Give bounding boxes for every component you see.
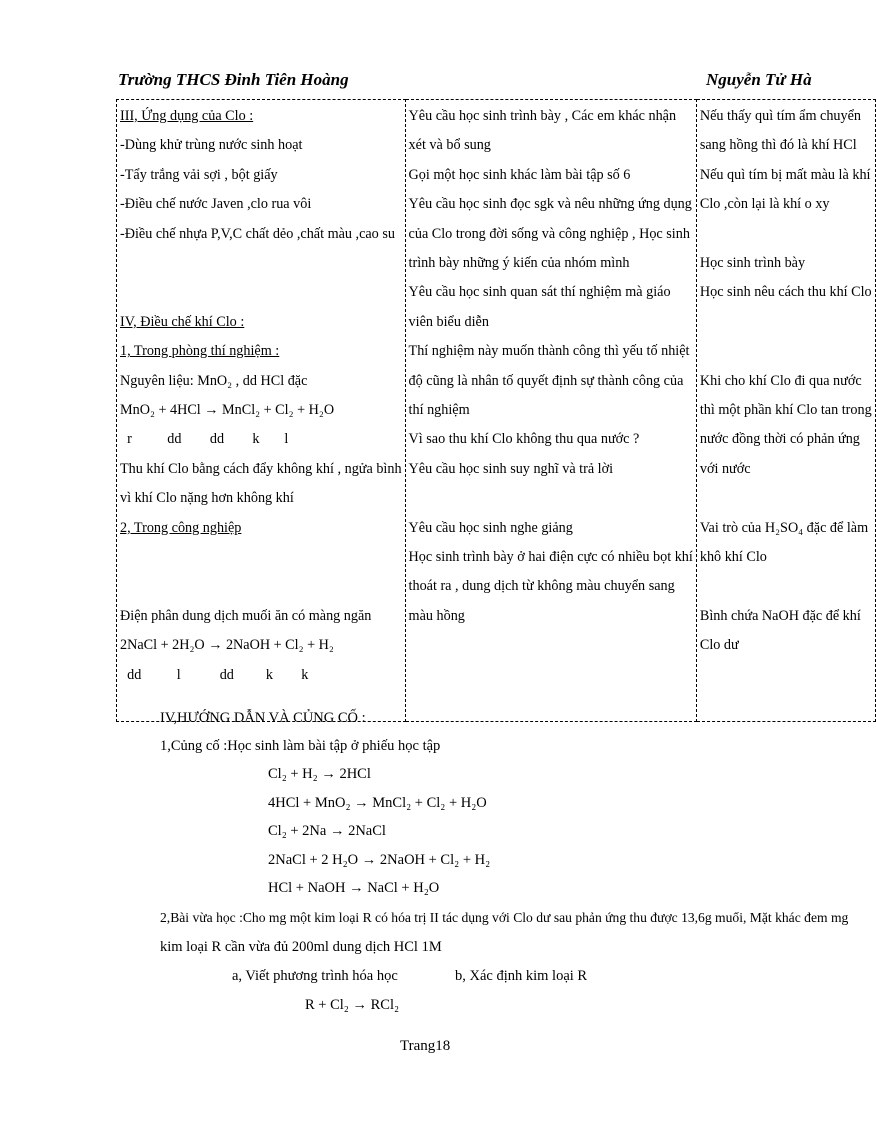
cell-line: vì khí Clo nặng hơn không khí xyxy=(120,490,294,507)
task-b: b, Xác định kim loại R xyxy=(455,968,588,984)
cell-line: Nguyên liệu: MnO₂ , dd HCl đặc xyxy=(120,372,308,389)
cell-line: -Dùng khử trùng nước sinh hoạt xyxy=(120,137,303,154)
cell-line xyxy=(120,102,402,131)
underlined-heading: IV, Điều chế khí Clo : xyxy=(120,313,245,330)
homework-text-2: kim loại R cần vừa đủ 200ml dung dịch HCl 1M xyxy=(160,939,442,955)
underlined-heading: 2, Trong công nghiệp xyxy=(120,519,242,536)
cell-line: Nếu quì tím bị mất màu là khí xyxy=(699,166,871,183)
cell-line: -Điều chế nhựa P,V,C chất dẻo ,chất màu ,cao su xyxy=(120,225,395,242)
cell-line: dd l dd k k xyxy=(120,666,309,683)
cell-line: sang hồng thì đó là khí HCl xyxy=(699,137,857,154)
cell-line xyxy=(120,278,402,307)
cell-line xyxy=(700,690,872,719)
page-number: Trang18 xyxy=(400,1038,451,1054)
homework-text: 2,Bài vừa học :Cho mg một kim loại R có hóa trị II tác dụng với Clo dư sau phản ứng thu được 13,6g muối, Mặt khác đem mg xyxy=(160,910,849,925)
cell-line: viên biểu diễn xyxy=(408,313,489,330)
cell-line: Khi cho khí Clo đi qua nước xyxy=(699,372,862,389)
cell-line: Học sinh nêu cách thu khí Clo xyxy=(699,284,872,301)
cell-line: Clo dư xyxy=(699,637,739,654)
equation: 4HCl + MnO₂ → MnCl₂ + Cl₂ + H₂O xyxy=(268,795,487,811)
cell-line xyxy=(120,308,402,337)
cell-line: thì một phần khí Clo tan trong xyxy=(699,402,872,419)
cell-line: Vì sao thu khí Clo không thu qua nước ? xyxy=(408,431,640,448)
cell-line: Thu khí Clo bằng cách đẩy không khí , ngửa bình xyxy=(120,460,402,477)
cell-line: màu hồng xyxy=(408,607,465,624)
cell-line: 2NaCl + 2H₂O → 2NaOH + Cl₂ + H₂ xyxy=(120,637,334,654)
underlined-heading: 1, Trong phòng thí nghiệm : xyxy=(120,343,280,360)
student-activity-column xyxy=(696,100,875,722)
cell-line xyxy=(700,572,872,601)
cell-line xyxy=(700,484,872,513)
cell-line xyxy=(120,514,402,543)
cell-line: Vai trò của H₂SO₄ đặc để làm xyxy=(699,519,869,536)
cell-line xyxy=(120,543,402,572)
final-equation: R + Cl₂ → RCl₂ xyxy=(305,997,400,1013)
cell-line: Clo ,còn lại là khí o xy xyxy=(699,196,830,213)
content-column xyxy=(117,100,406,722)
cell-line: độ cũng là nhân tố quyết định sự thành công của xyxy=(408,372,684,389)
cell-line: khô khí Clo xyxy=(699,549,767,566)
cell-line xyxy=(120,249,402,278)
cell-line xyxy=(409,661,693,690)
cell-line: thí nghiệm xyxy=(408,402,470,419)
equation: Cl₂ + 2Na → 2NaCl xyxy=(268,823,386,839)
lesson-table xyxy=(116,99,876,722)
cell-line xyxy=(700,337,872,366)
cell-line: r dd dd k l xyxy=(120,431,289,448)
cell-line: -Tẩy trắng vải sợi , bột giấy xyxy=(120,166,278,183)
cell-line: Nếu thấy quì tím ẩm chuyển xyxy=(699,108,862,124)
cell-line: Gọi một học sinh khác làm bài tập số 6 xyxy=(408,166,631,183)
cell-line xyxy=(700,308,872,337)
cell-line: nước đồng thời có phản ứng xyxy=(699,431,860,448)
teacher-activity-column xyxy=(405,100,696,722)
underlined-heading: III, Ứng dụng của Clo : xyxy=(120,108,254,124)
cell-line: Yêu cầu học sinh nghe giảng xyxy=(408,519,573,536)
cell-line: Học sinh trình bày ở hai điện cực có nhiều bọt khí xyxy=(408,549,693,566)
cell-line: Học sinh trình bày xyxy=(699,255,806,272)
cell-line xyxy=(409,484,693,513)
cell-line xyxy=(700,220,872,249)
section-title: IV,HƯỚNG DẪN VÀ CỦNG CỐ : xyxy=(160,710,366,726)
equation: 2NaCl + 2 H₂O → 2NaOH + Cl₂ + H₂ xyxy=(268,852,491,868)
cell-line: -Điều chế nước Javen ,clo rua vôi xyxy=(120,196,312,213)
author-name: Nguyễn Tử Hà xyxy=(706,70,812,89)
cell-line: Yêu cầu học sinh đọc sgk và nêu những ứng dụng xyxy=(408,196,692,213)
cell-line: Yêu cầu học sinh trình bày , Các em khác nhận xyxy=(408,108,677,124)
cell-line: Điện phân dung dịch muối ăn có màng ngăn xyxy=(120,607,372,624)
cell-line: MnO₂ + 4HCl → MnCl₂ + Cl₂ + H₂O xyxy=(120,402,335,419)
table-row xyxy=(117,100,876,722)
cell-line xyxy=(120,337,402,366)
task-a: a, Viết phương trình hóa học xyxy=(232,968,398,984)
equation: Cl₂ + H₂ → 2HCl xyxy=(268,766,371,782)
cell-line: Yêu cầu học sinh quan sát thí nghiệm mà giáo xyxy=(408,284,671,301)
cell-line: Bình chứa NaOH đặc để khí xyxy=(699,607,861,624)
cell-line xyxy=(409,631,693,660)
cell-line: Thí nghiệm này muốn thành công thì yếu tố nhiệt xyxy=(408,343,690,360)
cell-line xyxy=(120,572,402,601)
cell-line: của Clo trong đời sống và công nghiệp , Học sinh xyxy=(408,225,690,242)
cell-line xyxy=(700,661,872,690)
cell-line: xét và bổ sung xyxy=(408,137,491,154)
review-text: 1,Củng cố :Học sinh làm bài tập ở phiếu học tập xyxy=(160,738,441,754)
cell-line: thoát ra , dung dịch từ không màu chuyển sang xyxy=(408,578,675,595)
school-name: Trường THCS Đinh Tiên Hoàng xyxy=(118,70,349,89)
cell-line: Yêu cầu học sinh suy nghĩ và trả lời xyxy=(408,460,614,477)
cell-line: trình bày những ý kiến của nhóm mình xyxy=(408,255,630,272)
cell-line xyxy=(409,690,693,719)
equation: HCl + NaOH → NaCl + H₂O xyxy=(268,880,440,896)
cell-line: với nước xyxy=(699,460,751,477)
